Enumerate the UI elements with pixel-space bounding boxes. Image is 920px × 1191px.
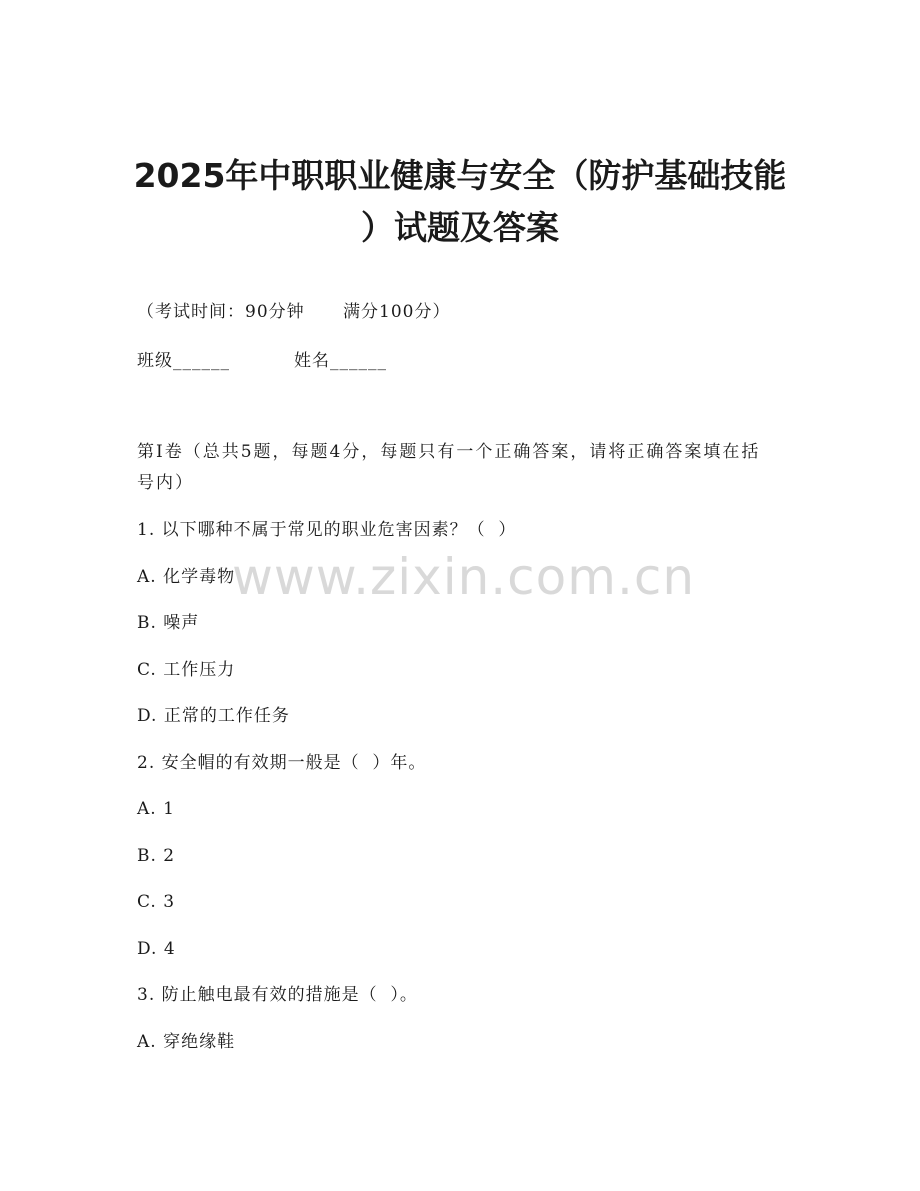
name-field: 姓名______ xyxy=(294,351,387,371)
answer-option: C. 3 xyxy=(137,892,176,912)
document-title xyxy=(60,150,860,254)
question-text: 3. 防止触电最有效的措施是（ ）。 xyxy=(137,985,418,1005)
question-text: 2. 安全帽的有效期一般是（ ）年。 xyxy=(137,753,427,773)
section-intro: 第I卷（总共5题，每题4分，每题只有一个正确答案，请将正确答案填在括号内） xyxy=(137,442,761,493)
watermark: www.zixin.com.cn xyxy=(232,548,696,606)
answer-option: A. 穿绝缘鞋 xyxy=(137,1032,236,1052)
answer-option: B. 2 xyxy=(137,846,176,866)
question-text: 1. 以下哪种不属于常见的职业危害因素？（ ） xyxy=(137,520,517,540)
answer-option: B. 噪声 xyxy=(137,613,200,633)
answer-option: D. 4 xyxy=(137,939,176,959)
answer-option: D. 正常的工作任务 xyxy=(137,706,290,726)
answer-option: C. 工作压力 xyxy=(137,660,236,680)
exam-info: （考试时间：90分钟 满分100分） xyxy=(137,302,451,322)
answer-option: A. 化学毒物 xyxy=(137,567,236,587)
title-line-2: ）试题及答案 xyxy=(361,208,559,247)
answer-option: A. 1 xyxy=(137,799,175,819)
title-line-1: 2025年中职职业健康与安全（防护基础技能 xyxy=(133,156,787,195)
class-field: 班级______ xyxy=(137,351,230,371)
